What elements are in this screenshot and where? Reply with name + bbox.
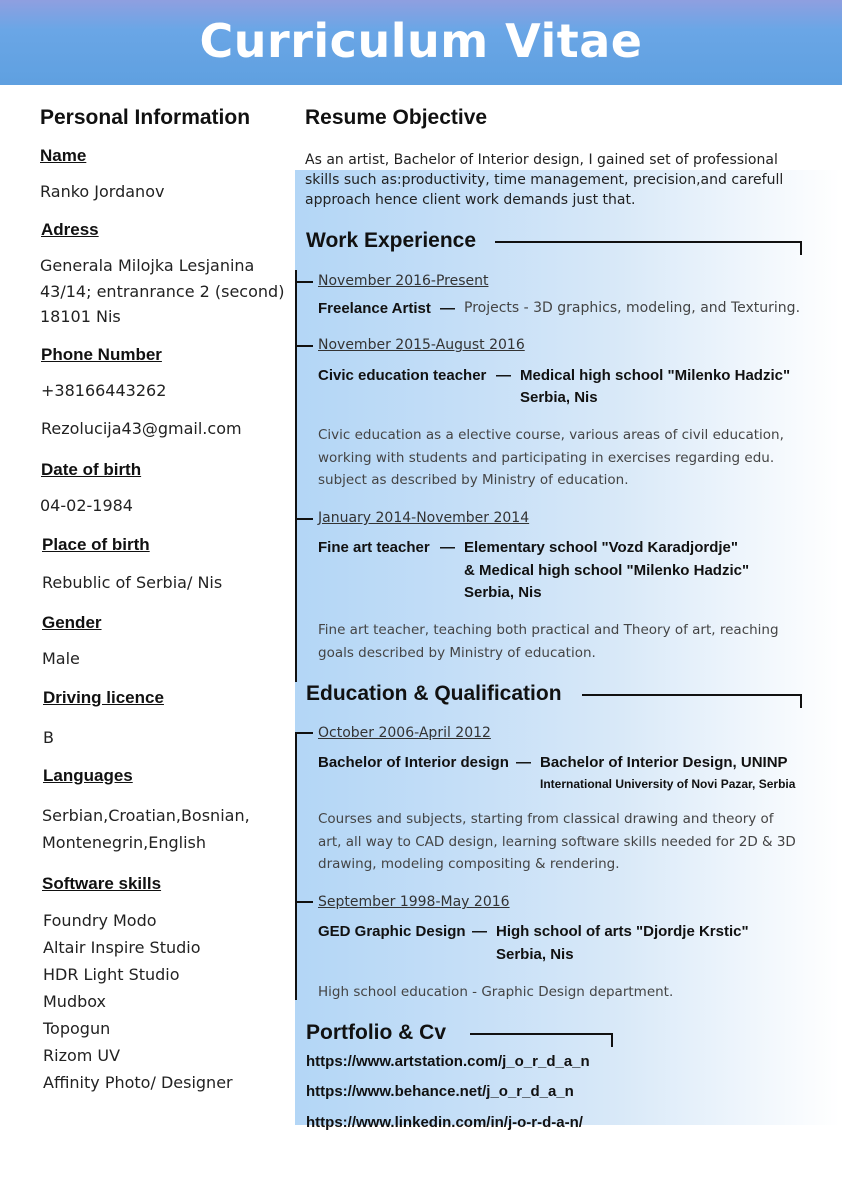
work-timeline-line [295, 270, 297, 682]
education-date: October 2006-April 2012 [318, 725, 491, 741]
pob-label: Place of birth [42, 535, 150, 554]
name-label: Name [40, 146, 87, 165]
section-rule-cap [611, 1033, 613, 1047]
languages-line-1: Serbian,Croatian,Bosnian, [42, 806, 250, 825]
dob-value: 04-02-1984 [40, 496, 133, 515]
job-title: Fine art teacher [318, 539, 430, 556]
job-description-line: working with students and participating in exercises regarding edu. [318, 450, 775, 466]
objective-line: As an artist, Bachelor of Interior design, I gained set of professional [305, 152, 778, 168]
email-value: Rezolucija43@gmail.com [41, 419, 242, 438]
education-place: Serbia, Nis [496, 946, 574, 963]
dash-separator: — [496, 367, 511, 384]
address-label: Adress [41, 220, 99, 239]
job-date: November 2015-August 2016 [318, 337, 525, 353]
job-description-line: Civic education as a elective course, various areas of civil education, [318, 427, 784, 443]
timeline-tick [295, 518, 313, 520]
section-rule [470, 1033, 613, 1035]
objective-line: skills such as:productivity, time management, precision,and carefull [305, 172, 784, 188]
objective-line: approach hence client work demands just that. [305, 192, 636, 208]
objective-text [305, 150, 825, 210]
languages-line-2: Montenegrin,English [42, 833, 207, 852]
licence-value: B [43, 728, 54, 747]
dash-separator: — [472, 923, 487, 940]
job-place: Serbia, Nis [520, 389, 598, 406]
portfolio-link-linkedin[interactable]: https://www.linkedin.com/in/j-o-r-d-a-n/ [306, 1114, 583, 1131]
timeline-tick [295, 732, 313, 734]
dash-separator: — [440, 300, 455, 317]
job-place: & Medical high school "Milenko Hadzic" [464, 562, 750, 579]
job-place: Medical high school "Milenko Hadzic" [520, 367, 791, 384]
gender-value: Male [42, 649, 80, 668]
portfolio-heading: Portfolio & Cv [306, 1021, 446, 1044]
header-banner [0, 0, 842, 85]
education-timeline-line [295, 732, 297, 1000]
education-date: September 1998-May 2016 [318, 894, 510, 910]
work-experience-heading: Work Experience [306, 229, 477, 252]
software-item: Affinity Photo/ Designer [43, 1073, 233, 1092]
languages-label: Languages [43, 766, 133, 785]
licence-label: Driving licence [43, 688, 164, 707]
section-rule-cap [800, 694, 802, 708]
job-title: Freelance Artist [318, 300, 431, 317]
dob-label: Date of birth [41, 460, 142, 479]
address-line-2: 43/14; entranrance 2 (second) [40, 282, 285, 301]
job-detail: Projects - 3D graphics, modeling, and Texturing. [464, 300, 801, 316]
education-description-line: art, all way to CAD design, learning software skills needed for 2D & 3D [318, 834, 796, 850]
phone-value: +38166443262 [41, 381, 167, 400]
software-item: HDR Light Studio [43, 965, 180, 984]
name-value: Ranko Jordanov [40, 182, 165, 201]
education-heading: Education & Qualification [306, 682, 562, 705]
education-description-line: High school education - Graphic Design department. [318, 984, 674, 1000]
section-rule-cap [800, 241, 802, 255]
timeline-tick [295, 281, 313, 283]
job-place: Serbia, Nis [464, 584, 542, 601]
education-place-sub: International University of Novi Pazar, Serbia [540, 777, 796, 791]
education-place: High school of arts "Djordje Krstic" [496, 923, 749, 940]
job-date: January 2014-November 2014 [318, 510, 530, 526]
dash-separator: — [516, 754, 531, 771]
education-title: GED Graphic Design [318, 923, 466, 940]
software-item: Altair Inspire Studio [43, 938, 201, 957]
portfolio-link-artstation[interactable]: https://www.artstation.com/j_o_r_d_a_n [306, 1053, 590, 1070]
dash-separator: — [440, 539, 455, 556]
timeline-tick [295, 345, 313, 347]
timeline-tick [295, 901, 313, 903]
portfolio-link-behance[interactable]: https://www.behance.net/j_o_r_d_a_n [306, 1083, 574, 1100]
pob-value: Rebublic of Serbia/ Nis [42, 573, 223, 592]
section-rule [495, 241, 802, 243]
education-title: Bachelor of Interior design [318, 754, 509, 771]
section-rule [582, 694, 802, 696]
job-description-line: goals described by Ministry of education. [318, 645, 596, 661]
job-title: Civic education teacher [318, 367, 487, 384]
software-item: Rizom UV [43, 1046, 121, 1065]
software-label: Software skills [42, 874, 162, 893]
address-line-1: Generala Milojka Lesjanina [40, 256, 255, 275]
gender-label: Gender [42, 613, 102, 632]
education-place: Bachelor of Interior Design, UNINP [540, 754, 788, 771]
objective-heading: Resume Objective [305, 106, 488, 129]
software-item: Foundry Modo [43, 911, 157, 930]
address-line-3: 18101 Nis [40, 307, 121, 326]
software-item: Mudbox [43, 992, 107, 1011]
page-title: Curriculum Vitae [199, 14, 643, 68]
education-description-line: Courses and subjects, starting from classical drawing and theory of [318, 811, 774, 827]
job-place: Elementary school "Vozd Karadjordje" [464, 539, 739, 556]
education-description-line: drawing, modeling compositing & rendering. [318, 856, 620, 872]
phone-label: Phone Number [41, 345, 162, 364]
software-item: Topogun [43, 1019, 111, 1038]
personal-info-heading: Personal Information [40, 106, 251, 129]
job-description-line: Fine art teacher, teaching both practical and Theory of art, reaching [318, 622, 779, 638]
job-date: November 2016-Present [318, 273, 489, 289]
job-description-line: subject as described by Ministry of education. [318, 472, 629, 488]
